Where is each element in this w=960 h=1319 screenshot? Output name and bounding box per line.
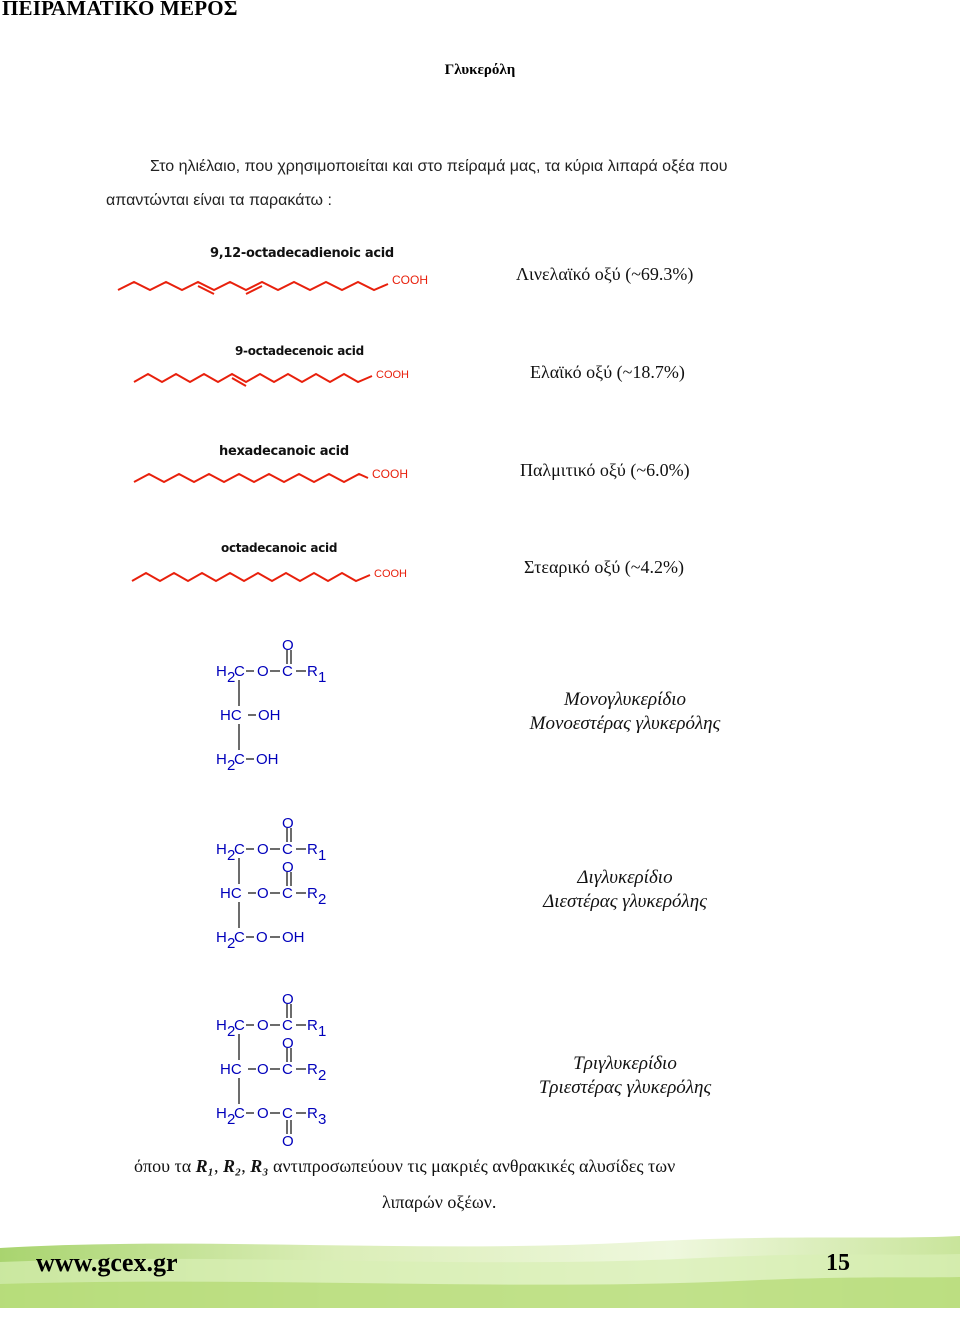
tri-c-3: C <box>234 1105 245 1122</box>
section-title: Γλυκερόλη <box>444 62 516 78</box>
di-c-3: C <box>234 929 245 946</box>
mono-acyl-c: C <box>282 663 293 680</box>
tri-r1-sub: 1 <box>318 1023 327 1040</box>
mono-oh-3: OH <box>256 751 279 768</box>
tri-c-1: C <box>234 1017 245 1034</box>
acid-2-cooh: COOH <box>376 369 409 381</box>
di-r2-sub: 2 <box>318 891 327 908</box>
intro-line-1: Στο ηλιέλαιο, που χρησιμοποιείται και στο πείραμά μας, τα κύρια λιπαρά οξέα που <box>150 158 728 175</box>
acid-1-double-bond-2 <box>246 286 262 294</box>
di-oh-3: OH <box>282 929 305 946</box>
footer-note-line-2: λιπαρών οξέων. <box>382 1192 497 1212</box>
monoglyceride-structure <box>210 636 340 776</box>
mono-o-1: O <box>257 663 269 680</box>
di-acyl-c-2: C <box>282 885 293 902</box>
tri-acyl-c-2: C <box>282 1061 293 1078</box>
monoglyceride-label <box>480 688 770 736</box>
di-hc: HC <box>220 885 242 902</box>
diglyceride-label <box>480 866 770 914</box>
acid-4-struct-name: octadecanoic acid <box>221 541 338 555</box>
monoglyceride-name: Μονογλυκερίδιο <box>564 689 686 710</box>
tri-r2: R <box>307 1061 318 1078</box>
tri-carbonyl-o-3: O <box>282 1133 294 1150</box>
di-o-2: O <box>257 885 269 902</box>
acid-3-struct-name: hexadecanoic acid <box>219 444 349 459</box>
triglyceride-label <box>480 1052 770 1100</box>
acid-2-label: Ελαϊκό οξύ (~18.7%) <box>530 362 685 382</box>
mono-carbonyl-o: O <box>282 637 294 654</box>
triglyceride-structure <box>210 990 340 1150</box>
acid-2-struct-name: 9-octadecenoic acid <box>235 344 364 358</box>
mono-h2c-3-sub: 2 <box>227 757 236 774</box>
footer-note-r3: R₃ <box>250 1156 269 1176</box>
tri-acyl-c-1: C <box>282 1017 293 1034</box>
di-h2c-3: H <box>216 929 227 946</box>
monoglyceride-desc: Μονοεστέρας γλυκερόλης <box>529 713 721 734</box>
tri-r3-sub: 3 <box>318 1111 327 1128</box>
footer-note-sep-1: , <box>213 1156 223 1176</box>
tri-hc: HC <box>220 1061 242 1078</box>
acid-3-chain <box>132 460 422 492</box>
tri-carbonyl-o-1: O <box>282 991 294 1008</box>
acid-1-chain <box>116 262 436 302</box>
mono-hc: HC <box>220 707 242 724</box>
di-carbonyl-o-1: O <box>282 815 294 832</box>
di-o-3: O <box>256 929 268 946</box>
acid-3-cooh: COOH <box>372 467 408 481</box>
acid-1-double-bond-1 <box>198 286 214 294</box>
acid-1-label: Λινελαϊκό οξύ (~69.3%) <box>516 264 694 284</box>
di-h2c-1-sub: 2 <box>227 847 236 864</box>
diglyceride-desc: Διεστέρας γλυκερόλης <box>543 891 707 912</box>
tri-h2c-1: H <box>216 1017 227 1034</box>
di-h2c-1: H <box>216 841 227 858</box>
acid-3-label: Παλμιτικό οξύ (~6.0%) <box>520 460 690 480</box>
footer-website: www.gcex.gr <box>36 1248 178 1277</box>
tri-r2-sub: 2 <box>318 1067 327 1084</box>
tri-o-1: O <box>257 1017 269 1034</box>
acid-2-chain <box>132 360 422 392</box>
di-r2: R <box>307 885 318 902</box>
mono-c-3: C <box>234 751 245 768</box>
acid-4-chain <box>130 557 420 589</box>
page-header-title: ΠΕΙΡΑΜΑΤΙΚΟ ΜΕΡΟΣ <box>2 0 238 20</box>
diglyceride-name: Διγλυκερίδιο <box>577 867 673 888</box>
tri-h2c-1-sub: 2 <box>227 1023 236 1040</box>
tri-o-2: O <box>257 1061 269 1078</box>
tri-carbonyl-o-2: O <box>282 1035 294 1052</box>
di-acyl-c-1: C <box>282 841 293 858</box>
footer-note-suffix: αντιπροσωπεύουν τις μακριές ανθρακικές αλυσίδες των <box>268 1156 676 1176</box>
di-h2c-3-sub: 2 <box>227 935 236 952</box>
acid-1-cooh: COOH <box>392 273 428 287</box>
acid-2-double-bond <box>232 378 246 386</box>
mono-c-1: C <box>234 663 245 680</box>
di-c-1: C <box>234 841 245 858</box>
tri-h2c-3: H <box>216 1105 227 1122</box>
di-r1: R <box>307 841 318 858</box>
footer-note-r2: R₂ <box>222 1156 242 1176</box>
triglyceride-desc: Τριεστέρας γλυκερόλης <box>538 1077 712 1098</box>
triglyceride-name: Τριγλυκερίδιο <box>573 1053 677 1074</box>
mono-r1-sub: 1 <box>318 669 327 686</box>
acid-4-cooh: COOH <box>374 568 407 580</box>
footer-note-prefix: όπου τα <box>134 1156 196 1176</box>
tri-o-3: O <box>257 1105 269 1122</box>
footer-note-sep-2: , <box>241 1156 251 1176</box>
page-number: 15 <box>826 1250 850 1276</box>
di-r1-sub: 1 <box>318 847 327 864</box>
intro-line-2: απαντώνται είναι τα παρακάτω : <box>106 192 332 209</box>
mono-r1: R <box>307 663 318 680</box>
di-carbonyl-o-2: O <box>282 859 294 876</box>
mono-h2c-3: H <box>216 751 227 768</box>
diglyceride-structure <box>210 814 340 954</box>
mono-oh-2: OH <box>258 707 281 724</box>
mono-h2c-1-sub: 2 <box>227 669 236 686</box>
footer-note-r1: R₁ <box>195 1156 214 1176</box>
di-o-1: O <box>257 841 269 858</box>
tri-acyl-c-3: C <box>282 1105 293 1122</box>
footer-note-line-1 <box>134 1156 675 1177</box>
tri-r3: R <box>307 1105 318 1122</box>
acid-4-label: Στεαρικό οξύ (~4.2%) <box>524 557 685 577</box>
tri-r1: R <box>307 1017 318 1034</box>
acid-1-struct-name: 9,12-octadecadienoic acid <box>210 246 394 261</box>
tri-h2c-3-sub: 2 <box>227 1111 236 1128</box>
mono-h2c-1: H <box>216 663 227 680</box>
